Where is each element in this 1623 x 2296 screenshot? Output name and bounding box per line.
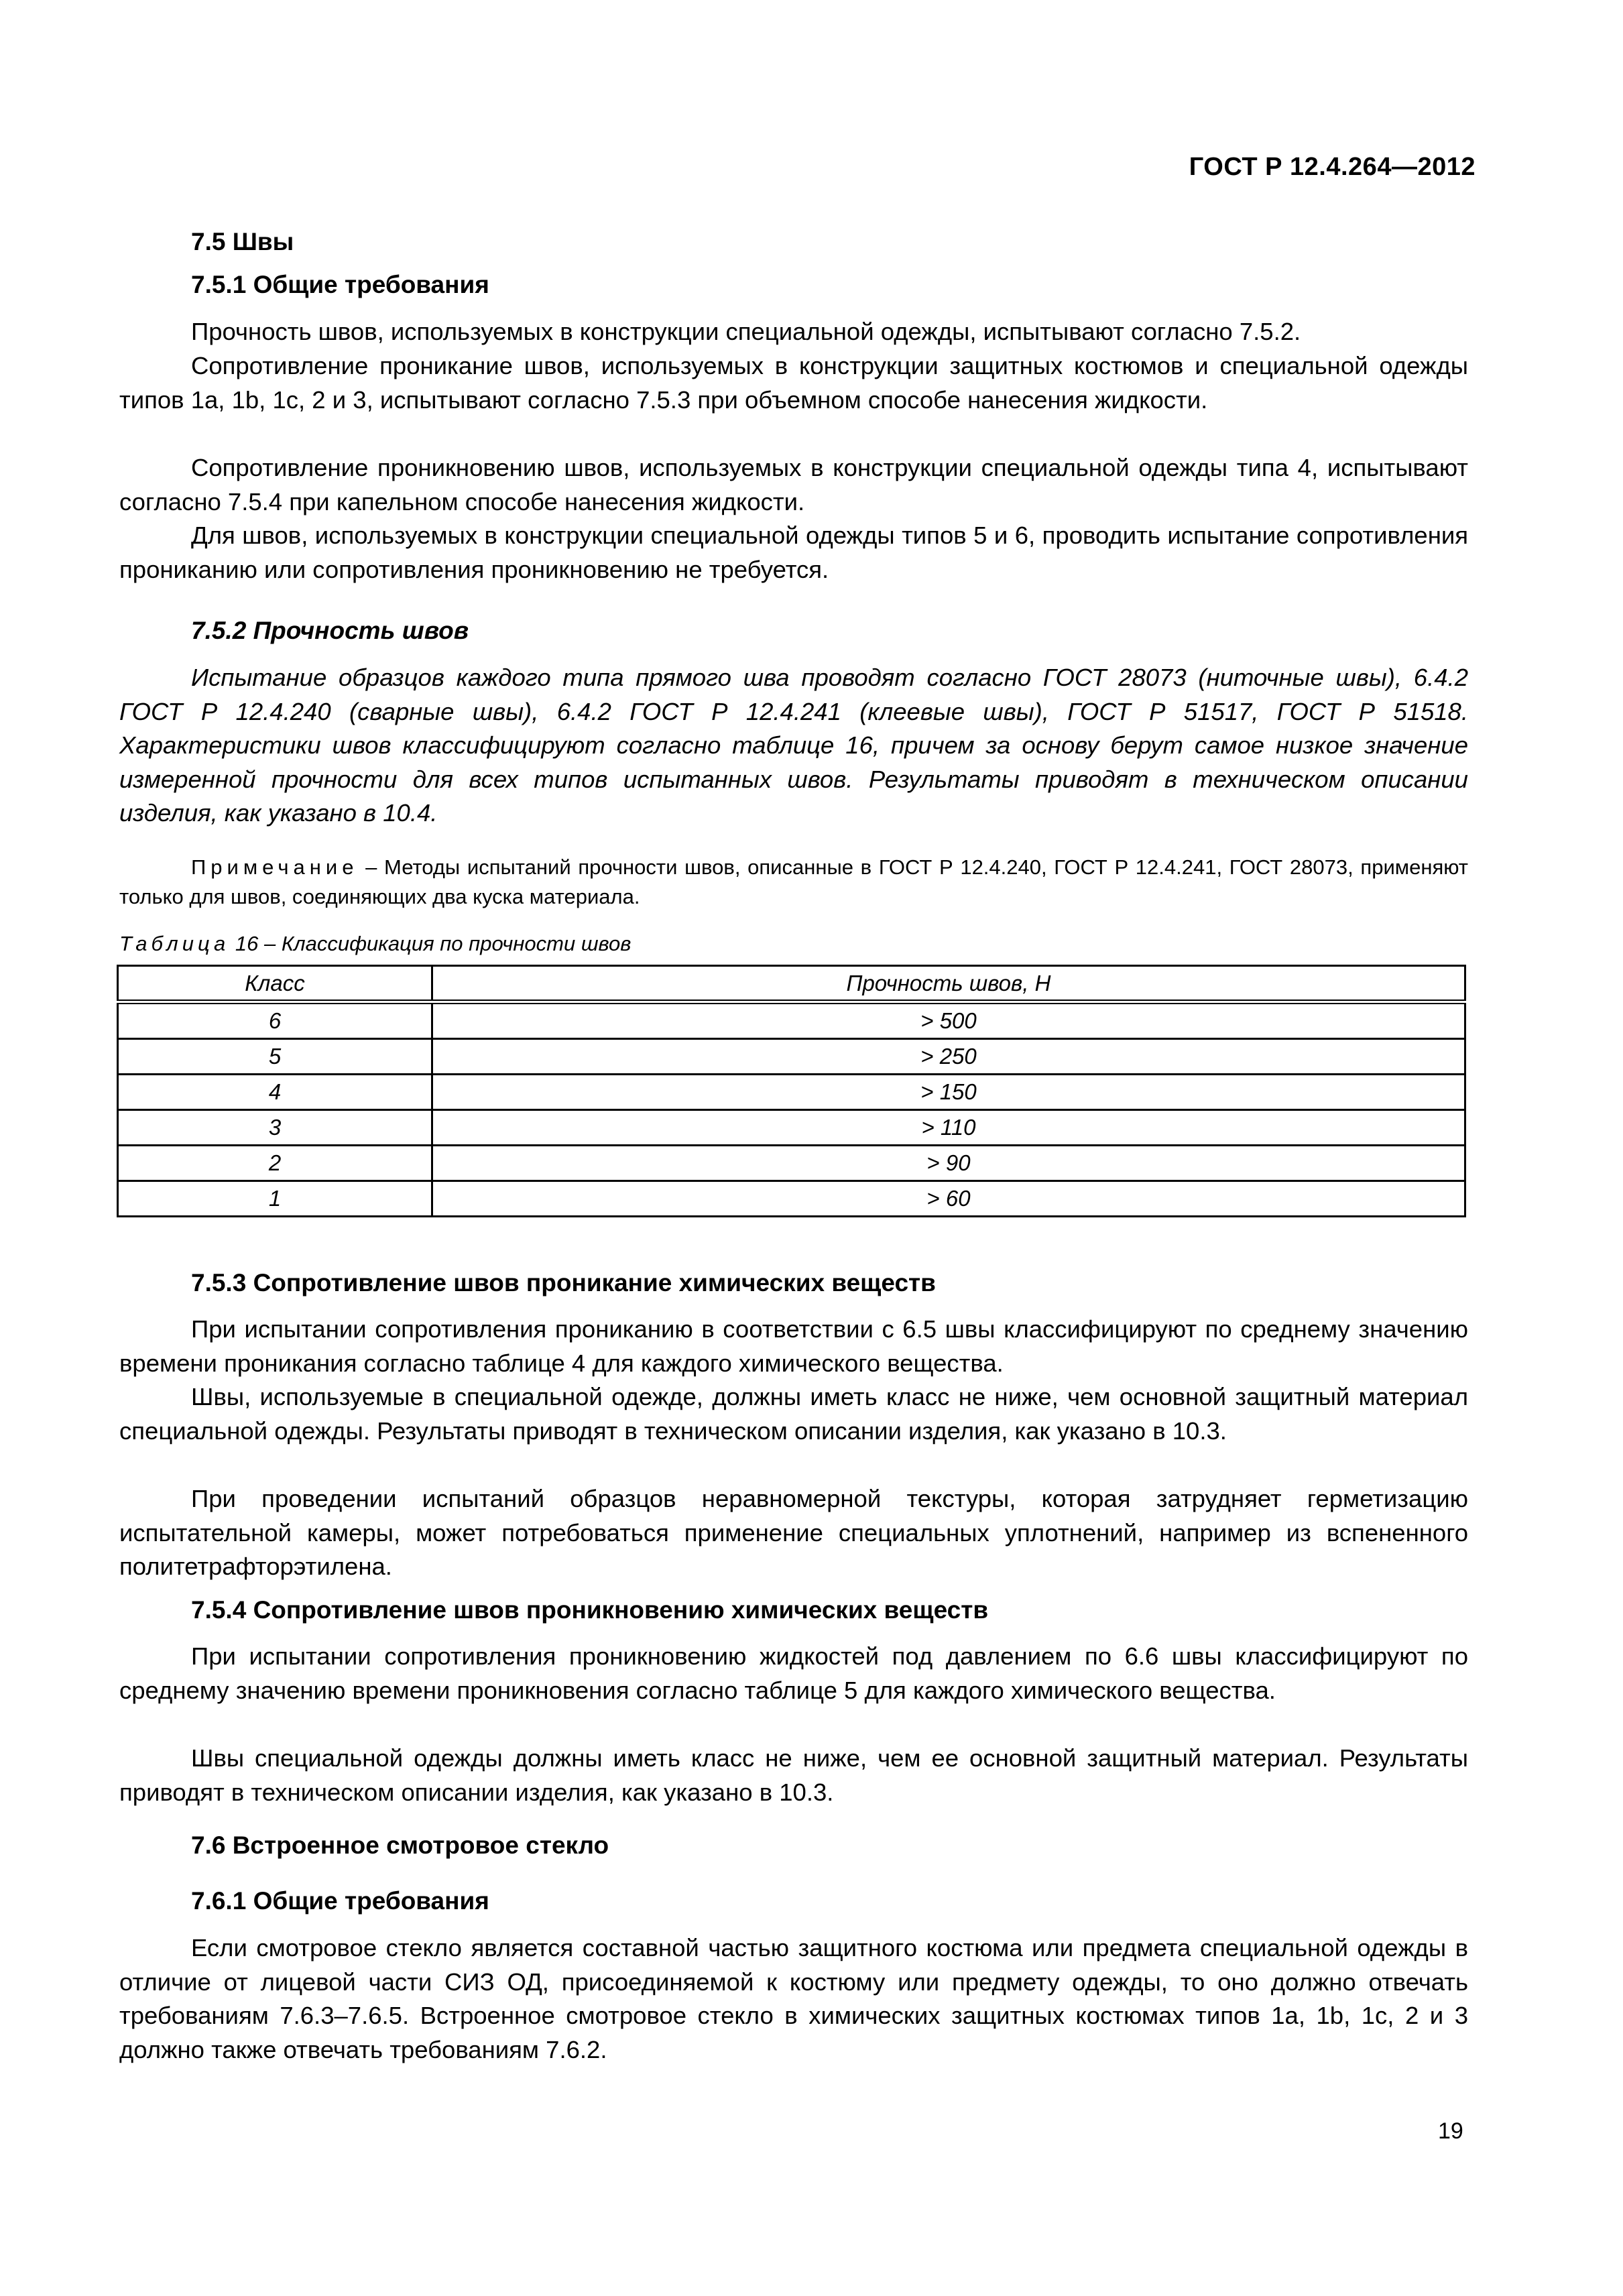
table-caption-text: 16 – Классификация по прочности швов xyxy=(229,932,632,955)
note-label: Примечание xyxy=(191,855,359,879)
table-header-row xyxy=(118,966,1465,1002)
heading-7-5-3: 7.5.3 Сопротивление швов проникание химических веществ xyxy=(191,1269,936,1296)
cell-class: 1 xyxy=(118,1181,432,1217)
heading-7-5: 7.5 Швы xyxy=(191,228,294,255)
table-row xyxy=(118,1110,1465,1146)
paragraph-7-5-3-c: При проведении испытаний образцов неравномерной текстуры, которая затрудняет герметизацию испытательной камеры, может потребоваться применение специальных уплотнений, например из вспененного политетрафторэтилена. xyxy=(119,1485,1468,1580)
paragraph-7-5-2: Испытание образцов каждого типа прямого шва проводят согласно ГОСТ 28073 (ниточные швы), 6.4.2 ГОСТ Р 12.4.240 (сварные швы), 6.4.2 ГОСТ Р 12.4.241 (клеевые швы), ГОСТ Р 51517, ГОСТ Р 51518. Характеристики швов классифицируют согласно таблице 16, причем за основу берут самое низкое значение измеренной прочности для всех типов испытанных швов. Результаты приводят в техническом описании изделия, как указано в 10.4. xyxy=(119,664,1468,827)
paragraph-7-5-1-a: Прочность швов, используемых в конструкции специальной одежды, испытывают согласно 7.5.2. xyxy=(191,318,1301,345)
cell-class: 6 xyxy=(118,1002,432,1039)
table-row xyxy=(118,1075,1465,1110)
table-16-caption xyxy=(119,932,631,956)
document-code-header: ГОСТ Р 12.4.264—2012 xyxy=(1189,153,1476,181)
table-caption-label: Таблица xyxy=(119,932,230,955)
table-row xyxy=(118,1039,1465,1075)
cell-strength: > 90 xyxy=(432,1146,1465,1181)
cell-strength: > 150 xyxy=(432,1075,1465,1110)
table-row xyxy=(118,1146,1465,1181)
table-row xyxy=(118,1002,1465,1039)
paragraph-7-6-1: Если смотровое стекло является составной частью защитного костюма или предмета специальной одежды в отличие от лицевой части СИЗ ОД, присоединяемой к костюму или предмету одежды, то оно должно отвечать требованиям 7.6.3–7.6.5. Встроенное смотровое стекло в химических защитных костюмах типов 1a, 1b, 1c, 2 и 3 должно также отвечать требованиям 7.6.2. xyxy=(119,1934,1468,2063)
heading-7-5-2: 7.5.2 Прочность швов xyxy=(191,617,469,644)
cell-strength: > 500 xyxy=(432,1002,1465,1039)
note-text: – Методы испытаний прочности швов, описанные в ГОСТ Р 12.4.240, ГОСТ Р 12.4.241, ГОСТ 28073, применяют только для швов, соединяющих два куска материала. xyxy=(119,855,1468,908)
cell-strength: > 60 xyxy=(432,1181,1465,1217)
paragraph-7-5-1-b: Сопротивление проникание швов, используемых в конструкции защитных костюмов и специальной одежды типов 1a, 1b, 1c, 2 и 3, испытывают согласно 7.5.3 при объемном способе нанесения жидкости. xyxy=(119,352,1468,414)
cell-class: 4 xyxy=(118,1075,432,1110)
table-row xyxy=(118,1181,1465,1217)
table-16-seam-strength xyxy=(117,965,1466,1217)
heading-7-5-4: 7.5.4 Сопротивление швов проникновению химических веществ xyxy=(191,1596,989,1624)
heading-7-6-1: 7.6.1 Общие требования xyxy=(191,1887,489,1915)
paragraph-7-5-4-b: Швы специальной одежды должны иметь класс не ниже, чем ее основной защитный материал. Результаты приводят в техническом описании изделия, как указано в 10.3. xyxy=(119,1744,1468,1806)
column-header-strength: Прочность швов, Н xyxy=(432,966,1465,1002)
cell-class: 2 xyxy=(118,1146,432,1181)
cell-class: 5 xyxy=(118,1039,432,1075)
paragraph-7-5-1-d: Для швов, используемых в конструкции специальной одежды типов 5 и 6, проводить испытание сопротивления прониканию или сопротивления проникновению не требуется. xyxy=(119,522,1468,583)
paragraph-7-5-1-c: Сопротивление проникновению швов, используемых в конструкции специальной одежды типа 4, испытывают согласно 7.5.4 при капельном способе нанесения жидкости. xyxy=(119,454,1468,516)
page-number: 19 xyxy=(1438,2118,1463,2144)
heading-7-6: 7.6 Встроенное смотровое стекло xyxy=(191,1831,609,1859)
paragraph-7-5-3-b: Швы, используемые в специальной одежде, должны иметь класс не ниже, чем основной защитный материал специальной одежды. Результаты приводят в техническом описании изделия, как указано в 10.3. xyxy=(119,1383,1468,1445)
cell-strength: > 110 xyxy=(432,1110,1465,1146)
column-header-class: Класс xyxy=(118,966,432,1002)
cell-strength: > 250 xyxy=(432,1039,1465,1075)
cell-class: 3 xyxy=(118,1110,432,1146)
note-7-5-2 xyxy=(119,853,1468,912)
paragraph-7-5-3-a: При испытании сопротивления прониканию в соответствии с 6.5 швы классифицируют по среднему значению времени проникания согласно таблице 4 для каждого химического вещества. xyxy=(119,1315,1468,1377)
paragraph-7-5-4-a: При испытании сопротивления проникновению жидкостей под давлением по 6.6 швы классифицируют по среднему значению времени проникновения согласно таблице 5 для каждого химического вещества. xyxy=(119,1642,1468,1704)
heading-7-5-1: 7.5.1 Общие требования xyxy=(191,271,489,298)
